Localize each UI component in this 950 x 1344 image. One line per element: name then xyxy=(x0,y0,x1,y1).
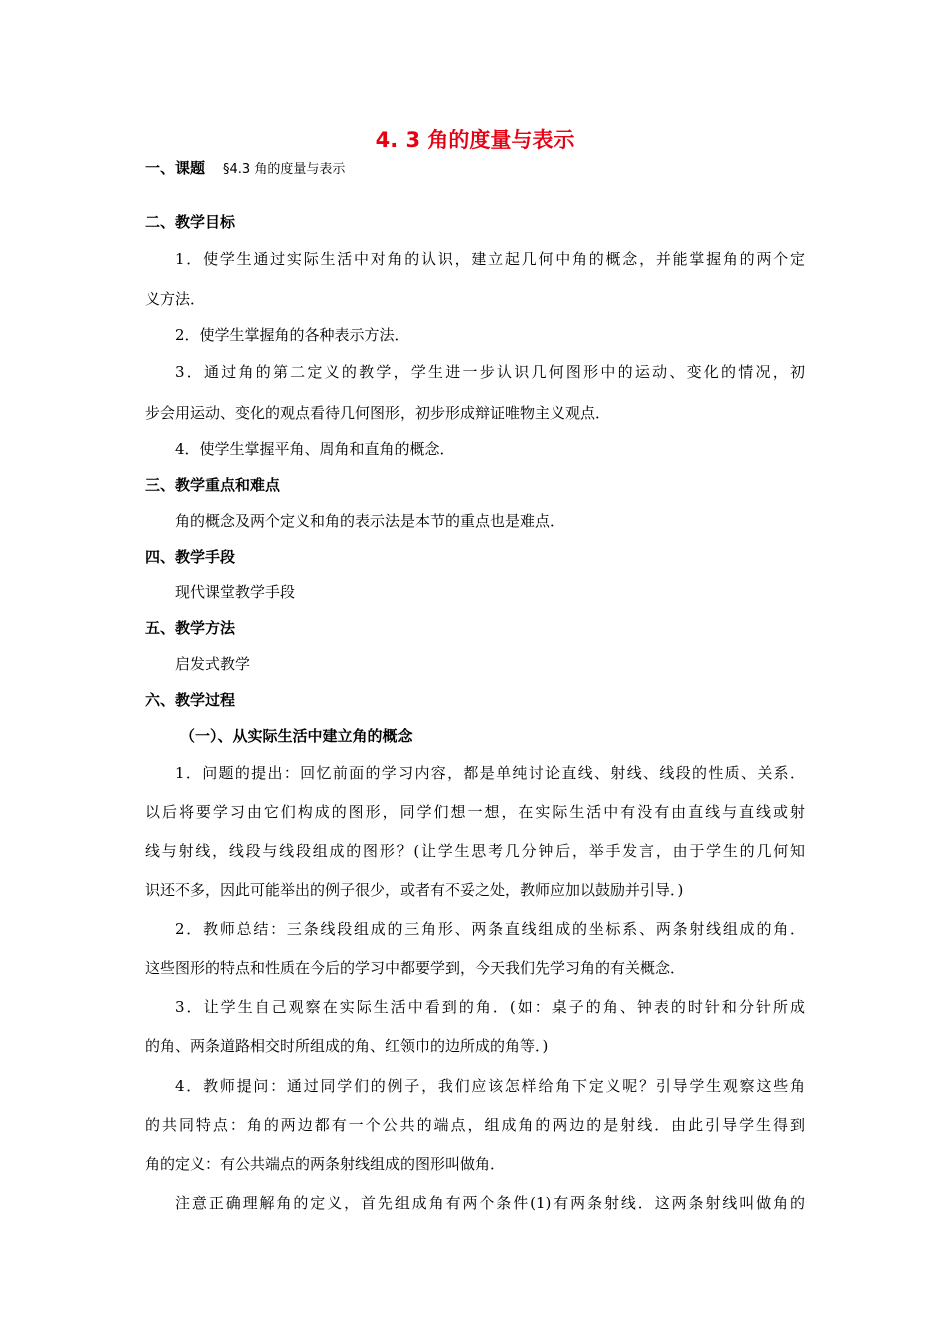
paragraph-line: 3．让学生自己观察在实际生活中看到的角．(如：桌子的角、钟表的时针和分针所成 xyxy=(175,998,805,1016)
paragraph-line: 线与射线，线段与线段组成的图形？(让学生思考几分钟后，举手发言，由于学生的几何知 xyxy=(145,842,805,860)
paragraph-line: 1．使学生通过实际生活中对角的认识，建立起几何中角的概念，并能掌握角的两个定 xyxy=(175,250,805,268)
paragraph-line: 的角、两条道路相交时所组成的角、红领巾的边所成的角等．) xyxy=(145,1037,549,1055)
paragraph-line: 现代课堂教学手段 xyxy=(175,583,296,601)
topic-value: §4.3 角的度量与表示 xyxy=(223,162,346,177)
paragraph-line: 义方法． xyxy=(145,290,206,308)
paragraph-line: 这些图形的特点和性质在今后的学习中都要学到，今天我们先学习角的有关概念． xyxy=(145,959,686,977)
paragraph-line: 注意正确理解角的定义，首先组成角有两个条件(1)有两条射线．这两条射线叫做角的 xyxy=(175,1194,805,1212)
section-heading: 三、教学重点和难点 xyxy=(145,476,281,494)
section-heading: 一、课题 xyxy=(145,159,206,177)
subsection-heading: （一）、从实际生活中建立角的概念 xyxy=(180,727,413,745)
paragraph-line: 1．问题的提出：回忆前面的学习内容，都是单纯讨论直线、射线、线段的性质、关系． xyxy=(175,764,805,782)
paragraph-line: 启发式教学 xyxy=(175,655,251,673)
paragraph-line: 4．教师提问：通过同学们的例子，我们应该怎样给角下定义呢？引导学生观察这些角 xyxy=(175,1077,805,1095)
section-heading: 五、教学方法 xyxy=(145,619,236,637)
paragraph-line: 2．教师总结：三条线段组成的三角形、两条直线组成的坐标系、两条射线组成的角． xyxy=(175,920,805,938)
section-heading: 四、教学手段 xyxy=(145,548,236,566)
paragraph-line: 4．使学生掌握平角、周角和直角的概念． xyxy=(175,440,455,458)
section-heading: 二、教学目标 xyxy=(145,213,236,231)
paragraph-line: 角的概念及两个定义和角的表示法是本节的重点也是难点． xyxy=(175,512,566,530)
paragraph-line: 识还不多，因此可能举出的例子很少，或者有不妥之处，教师应加以鼓励并引导．) xyxy=(145,881,684,899)
paragraph-line: 2．使学生掌握角的各种表示方法． xyxy=(175,326,410,344)
paragraph-line: 步会用运动、变化的观点看待几何图形，初步形成辩证唯物主义观点． xyxy=(145,404,611,422)
paragraph-line: 3．通过角的第二定义的教学，学生进一步认识几何图形中的运动、变化的情况，初 xyxy=(175,363,805,381)
document-title: 4. 3 角的度量与表示 xyxy=(375,128,575,152)
section-heading: 六、教学过程 xyxy=(145,691,236,709)
paragraph-line: 以后将要学习由它们构成的图形，同学们想一想，在实际生活中有没有由直线与直线或射 xyxy=(145,803,805,821)
section-topic xyxy=(145,158,345,180)
paragraph-line: 的共同特点：角的两边都有一个公共的端点，组成角的两边的是射线．由此引导学生得到 xyxy=(145,1116,805,1134)
paragraph-line: 角的定义：有公共端点的两条射线组成的图形叫做角． xyxy=(145,1155,506,1173)
